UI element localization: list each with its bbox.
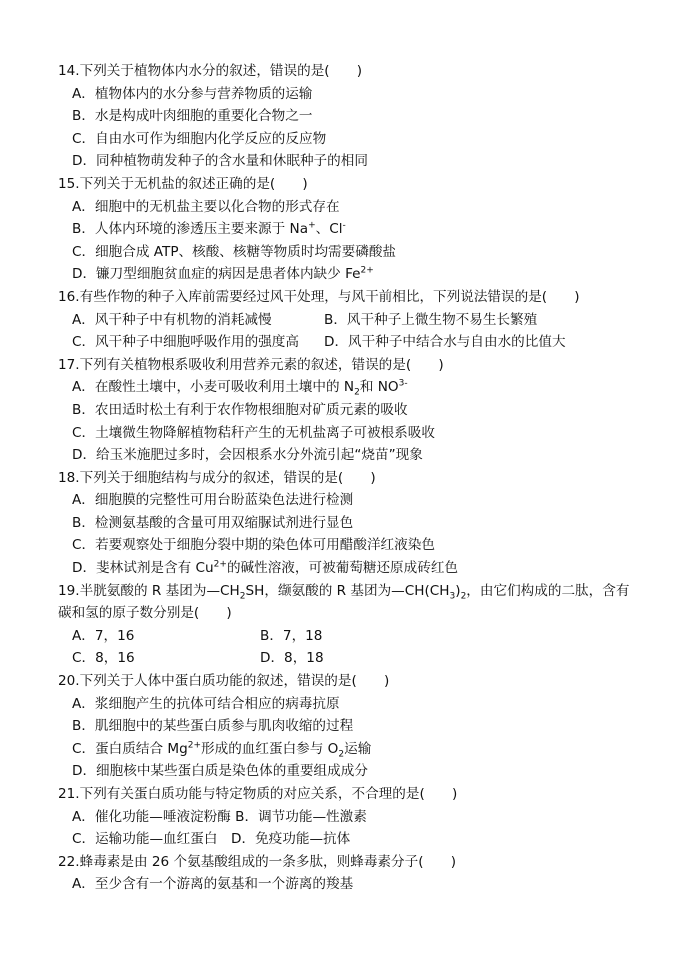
stem-text: ) (455, 582, 461, 599)
option-text: 的碱性溶液，可被葡萄糖还原成砖红色 (226, 560, 459, 577)
superscript: 2+ (360, 265, 374, 276)
option-text: D．斐林试剂是含有 Cu (72, 560, 214, 577)
question-16-stem: 16.有些作物的种子入库前需要经过风干处理，与风干前相比，下列说法错误的是( ) (58, 288, 580, 305)
question-19-options-row-1 (58, 625, 638, 648)
question-22-stem: 22.蜂毒素是由 26 个氨基酸组成的一条多肽，则蜂毒素分子( ) (58, 853, 457, 870)
option-text: B．人体内环境的渗透压主要来源于 Na (72, 221, 309, 238)
question-15-option-b (58, 218, 638, 241)
question-16-option-b: B．风干种子上微生物不易生长繁殖 (324, 311, 538, 328)
question-17-option-c: C．土壤微生物降解植物秸秆产生的无机盐离子可被根系吸收 (72, 424, 435, 441)
question-17-option-d: D．给玉米施肥过多时，会因根系水分外流引起“烧苗”现象 (72, 447, 423, 464)
option-text: A．在酸性土壤中，小麦可吸收利用土壤中的 N (72, 379, 355, 396)
question-21-options-ab: A．催化功能—唾液淀粉酶 B．调节功能—性激素 (72, 808, 367, 825)
subscript: 2 (460, 591, 467, 602)
question-14-option-a: A．植物体内的水分参与营养物质的运输 (72, 85, 313, 102)
question-20-stem: 20.下列关于人体中蛋白质功能的叙述，错误的是( ) (58, 673, 390, 690)
question-14-option-c: C．自由水可作为细胞内化学反应的反应物 (72, 130, 327, 147)
question-18-option-a: A．细胞膜的完整性可用台盼蓝染色法进行检测 (72, 492, 354, 509)
question-20-option-b: B．肌细胞中的某些蛋白质参与肌肉收缩的过程 (72, 718, 354, 735)
question-15-stem: 15.下列关于无机盐的叙述正确的是( ) (58, 175, 308, 192)
option-text: 运输 (344, 740, 372, 757)
option-text: 和 NO (359, 379, 399, 396)
question-15-option-d (58, 263, 638, 286)
question-18-option-c: C．若要观察处于细胞分裂中期的染色体可用醋酸洋红液染色 (72, 537, 435, 554)
question-20-option-d: D．细胞核中某些蛋白质是染色体的重要组成成分 (72, 763, 368, 780)
superscript: 2+ (213, 559, 227, 570)
question-17-option-b: B．农田适时松土有利于农作物根细胞对矿质元素的吸收 (72, 401, 408, 418)
question-17-stem: 17.下列有关植物根系吸收利用营养元素的叙述，错误的是( ) (58, 356, 444, 373)
subscript: 2 (338, 749, 345, 760)
superscript: 2+ (187, 740, 202, 751)
question-14-option-b: B．水是构成叶肉细胞的重要化合物之一 (72, 108, 313, 125)
question-18-option-d (58, 557, 638, 580)
question-19-option-b: B．7，18 (260, 627, 323, 644)
question-16-option-c: C．风干种子中细胞呼吸作用的强度高 (72, 334, 299, 351)
question-19-option-d: D．8，18 (260, 650, 324, 667)
question-list (58, 60, 638, 896)
stem-text: ，由它们构成的二肽，含有碳和氢的原子数分别是( ) (58, 582, 630, 622)
subscript: 3 (449, 591, 456, 602)
question-19-option-c: C．8，16 (72, 650, 135, 667)
question-15-option-a: A．细胞中的无机盐主要以化合物的形式存在 (72, 198, 340, 215)
question-19-option-a: A．7，16 (72, 627, 135, 644)
subscript: 2 (354, 388, 360, 399)
stem-text: 19.半胱氨酸的 R 基团为—CH (58, 582, 240, 599)
question-14-option-d: D．同种植物萌发种子的含水量和休眠种子的相同 (72, 153, 368, 170)
option-text: D．镰刀型细胞贫血症的病因是患者体内缺少 Fe (72, 266, 361, 283)
question-19-options-row-2 (58, 647, 638, 670)
question-17-option-a (58, 376, 638, 399)
option-text: 形成的血红蛋白参与 O (201, 740, 339, 757)
superscript: - (342, 220, 346, 231)
option-text: C．蛋白质结合 Mg (72, 740, 188, 757)
question-20-option-c (58, 738, 638, 761)
question-22-option-a: A．至少含有一个游离的氨基和一个游离的羧基 (72, 876, 354, 893)
stem-text: SH，缬氨酸的 R 基团为—CH(CH (245, 582, 450, 599)
question-18-stem: 18.下列关于细胞结构与成分的叙述，错误的是( ) (58, 469, 376, 486)
question-16-options-row-1 (58, 309, 638, 332)
question-20-option-a: A．浆细胞产生的抗体可结合相应的病毒抗原 (72, 695, 340, 712)
option-text: 、Cl (315, 221, 343, 238)
superscript: + (308, 220, 316, 231)
question-16-option-d: D．风干种子中结合水与自由水的比值大 (324, 334, 566, 351)
question-16-option-a: A．风干种子中有机物的消耗减慢 (72, 311, 272, 328)
question-21-stem: 21.下列有关蛋白质功能与特定物质的对应关系，不合理的是( ) (58, 786, 458, 802)
question-15-option-c: C．细胞合成 ATP、核酸、核糖等物质时均需要磷酸盐 (72, 243, 397, 260)
subscript: 2 (239, 591, 246, 602)
question-21-options-cd: C．运输功能—血红蛋白 D．免疫功能—抗体 (72, 831, 351, 848)
question-19-stem (58, 580, 638, 625)
question-16-options-row-2 (58, 331, 638, 354)
question-18-option-b: B．检测氨基酸的含量可用双缩脲试剂进行显色 (72, 514, 354, 531)
question-14-stem: 14.下列关于植物体内水分的叙述，错误的是( ) (58, 63, 363, 79)
superscript: 3- (398, 378, 408, 389)
